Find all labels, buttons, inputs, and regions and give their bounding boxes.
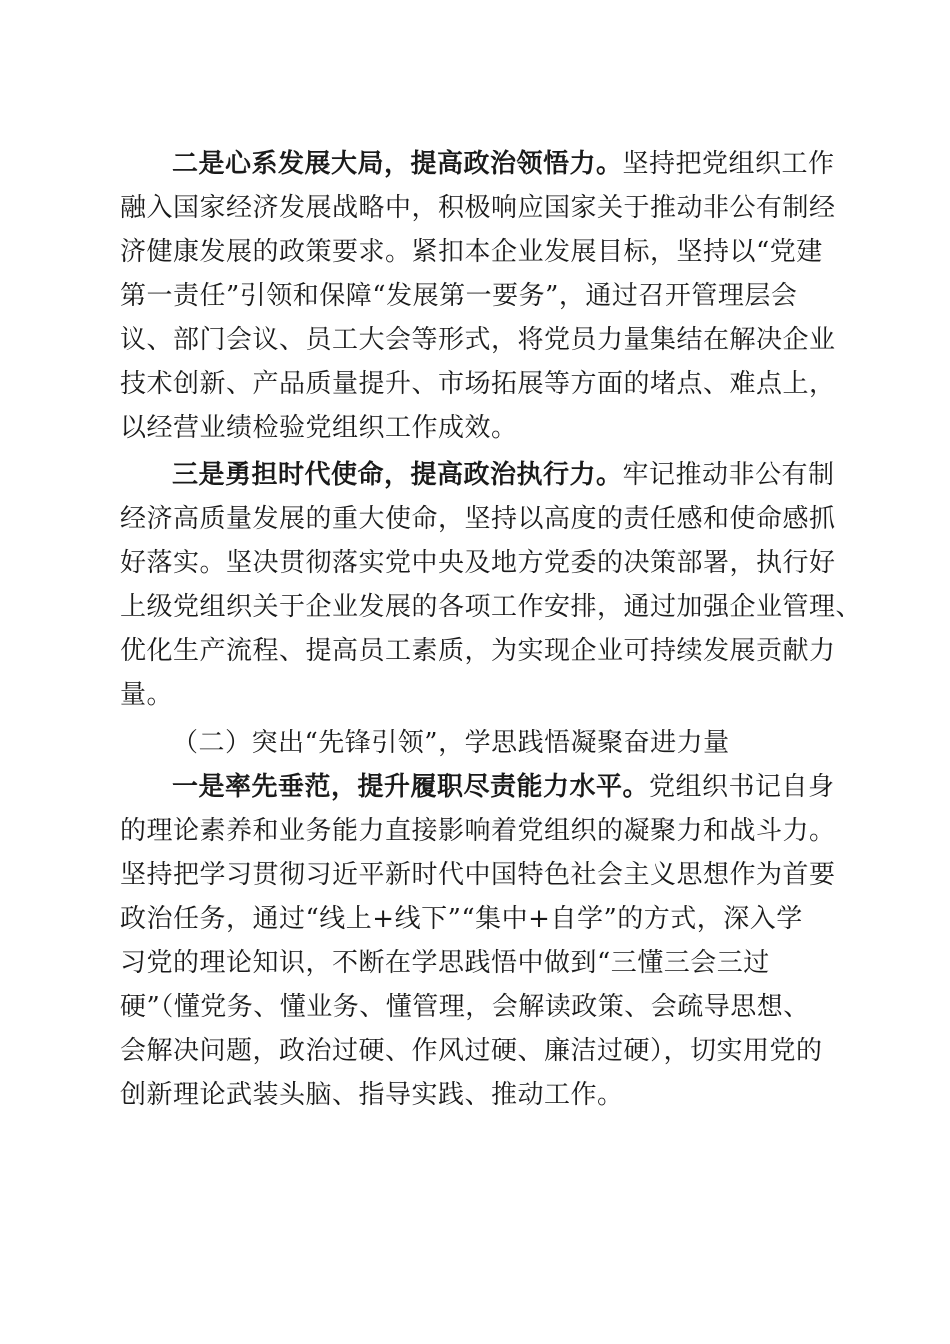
paragraph-1-line-4: 第一责任”引领和保障“发展第一要务”，通过召开管理层会 [120,281,798,311]
paragraph-3-lead: 一是率先垂范，提升履职尽责能力水平。 [172,772,650,802]
paragraph-2-line-3: 好落实。坚决贯彻落实党中央及地方党委的决策部署，执行好 [120,548,836,578]
paragraph-2-lead: 三是勇担时代使命，提高政治执行力。 [172,460,623,490]
paragraph-1-line-5: 议、部门会议、员工大会等形式，将党员力量集结在解决企业 [120,325,836,355]
paragraph-1-text: 坚持把党组织工作 [622,149,835,179]
paragraph-3-line-7: 会解决问题，政治过硬、作风过硬、廉洁过硬），切实用党的 [120,1036,823,1066]
paragraph-3-line-6: 硬”（懂党务、懂业务、懂管理，会解读政策、会疏导思想、 [120,992,810,1022]
paragraph-2-line-1 [172,459,835,491]
section-heading: （二）突出“先锋引领”，学思践悟凝聚奋进力量 [172,728,730,758]
paragraph-3-line-8: 创新理论武装头脑、指导实践、推动工作。 [120,1080,624,1110]
paragraph-3-line-3: 坚持把学习贯彻习近平新时代中国特色社会主义思想作为首要 [120,860,836,890]
paragraph-3-text: 党组织书记自身 [649,772,835,802]
paragraph-1-line-1 [172,148,835,180]
paragraph-1-line-2: 融入国家经济发展战略中，积极响应国家关于推动非公有制经 [120,193,836,223]
paragraph-3-line-2: 的理论素养和业务能力直接影响着党组织的凝聚力和战斗力。 [120,816,836,846]
paragraph-1-line-3: 济健康发展的政策要求。紧扣本企业发展目标，坚持以“党建 [120,237,823,267]
paragraph-3-line-1 [172,771,835,803]
paragraph-1-line-7: 以经营业绩检验党组织工作成效。 [120,413,518,443]
paragraph-3-line-4: 政治任务，通过“线上+线下”“集中+自学”的方式，深入学 [120,904,803,934]
paragraph-2-line-4: 上级党组织关于企业发展的各项工作安排，通过加强企业管理、 [120,592,863,622]
paragraph-2-line-5: 优化生产流程、提高员工素质，为实现企业可持续发展贡献力 [120,636,836,666]
paragraph-2-line-2: 经济高质量发展的重大使命，坚持以高度的责任感和使命感抓 [120,504,836,534]
paragraph-3-line-5: 习党的理论知识，不断在学思践悟中做到“三懂三会三过 [120,948,770,978]
paragraph-2-line-6: 量。 [120,680,174,710]
paragraph-2-text: 牢记推动非公有制 [622,460,835,490]
paragraph-1-line-6: 技术创新、产品质量提升、市场拓展等方面的堵点、难点上， [120,369,836,399]
paragraph-1-lead: 二是心系发展大局，提高政治领悟力。 [172,149,623,179]
